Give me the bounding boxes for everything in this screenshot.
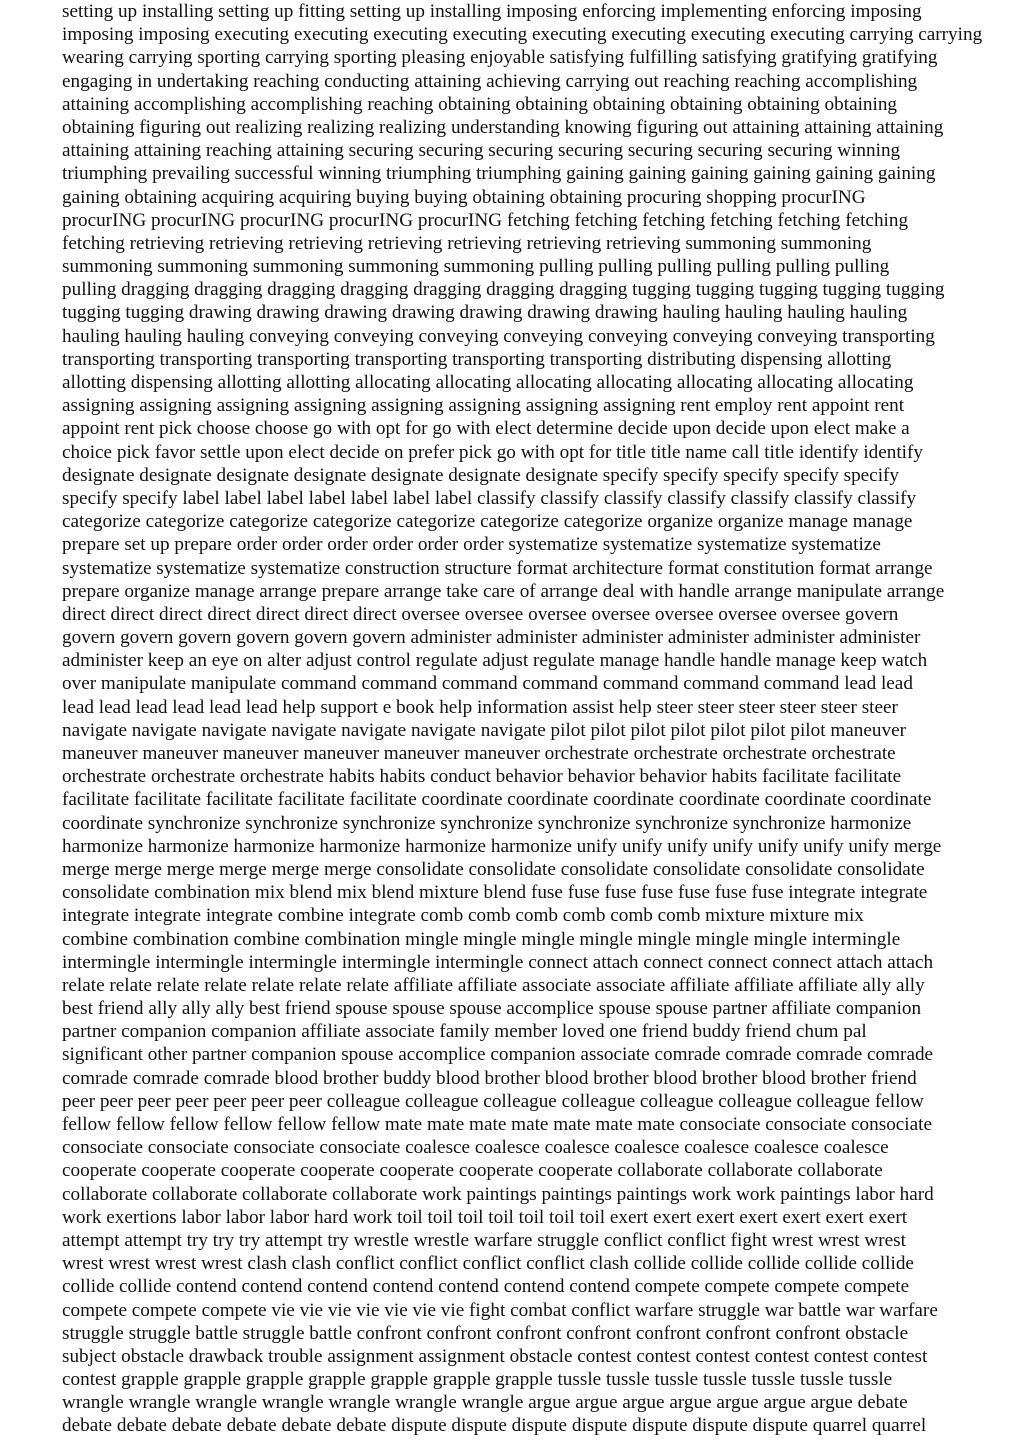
text-line: systematize systematize systematize construction structure format architecture format constitution format arrange <box>62 557 933 579</box>
text-line: wrangle wrangle wrangle wrangle wrangle wrangle wrangle argue argue argue argue argue argue argue debate <box>62 1392 908 1414</box>
text-line: work exertions labor labor labor hard work toil toil toil toil toil toil toil exert exert exert exert exert exert exert <box>62 1206 908 1228</box>
text-line: relate relate relate relate relate relate relate affiliate affiliate associate associate affiliate affiliate affiliate ally ally <box>62 974 925 996</box>
text-line: coordinate synchronize synchronize synchronize synchronize synchronize synchronize synchronize harmonize <box>62 812 912 834</box>
text-line: consociate consociate consociate consociate coalesce coalesce coalesce coalesce coalesce coalesce coalesce <box>62 1137 889 1159</box>
text-line: choice pick favor settle upon elect decide on prefer pick go with opt for title title name call title identify identify <box>62 441 924 463</box>
text-line: fetching retrieving retrieving retrieving retrieving retrieving retrieving retrieving summoning summoning <box>62 232 872 254</box>
text-line: debate debate debate debate debate debate dispute dispute dispute dispute dispute dispute dispute quarrel quarrel <box>62 1415 927 1437</box>
text-line: combine combination combine combination mingle mingle mingle mingle mingle mingle mingle intermingle <box>62 928 901 950</box>
text-line: prepare organize manage arrange prepare arrange take care of arrange deal with handle arrange manipulate arrange <box>62 580 945 602</box>
text-line: attaining attaining reaching attaining securing securing securing securing securing securing securing winning <box>62 140 901 162</box>
text-line: cooperate cooperate cooperate cooperate cooperate cooperate cooperate collaborate collaborate collaborate <box>62 1160 883 1182</box>
text-line: hauling hauling hauling conveying conveying conveying conveying conveying conveying conveying transporting <box>62 325 935 347</box>
text-line: attempt attempt try try try attempt try wrestle wrestle warfare struggle conflict conflict fight wrest wrest wrest <box>62 1229 906 1251</box>
text-line: contest grapple grapple grapple grapple grapple grapple grapple tussle tussle tussle tussle tussle tussle tussle <box>62 1369 893 1391</box>
text-line: pulling dragging dragging dragging dragging dragging dragging dragging tugging tugging tugging tugging tugging <box>62 279 945 301</box>
text-line: categorize categorize categorize categorize categorize categorize categorize organize organize manage manage <box>62 511 913 533</box>
text-line: consolidate combination mix blend mix blend mixture blend fuse fuse fuse fuse fuse fuse fuse integrate integrate <box>62 882 928 904</box>
text-line: fellow fellow fellow fellow fellow fellow mate mate mate mate mate mate mate consociate consociate consociate <box>62 1114 933 1135</box>
body-text <box>62 0 1018 1438</box>
text-line: designate designate designate designate designate designate designate specify specify specify specify specify <box>62 464 900 486</box>
text-line: significant other partner companion spouse accomplice companion associate comrade comrade comrade comrade <box>62 1044 934 1066</box>
text-line: tugging tugging drawing drawing drawing drawing drawing drawing drawing hauling hauling hauling hauling <box>62 302 908 324</box>
text-line: peer peer peer peer peer peer peer colleague colleague colleague colleague colleague colleague colleague fellow <box>62 1090 924 1112</box>
text-line: administer keep an eye on alter adjust control regulate adjust regulate manage handle handle manage keep watch <box>62 650 928 672</box>
text-line: wearing carrying sporting carrying sporting pleasing enjoyable satisfying fulfilling satisfying gratifying gratifying <box>62 47 938 69</box>
text-line: specify specify label label label label label label label classify classify classify classify classify classify classify <box>62 487 917 509</box>
text-line: attaining accomplishing accomplishing reaching obtaining obtaining obtaining obtaining obtaining obtaining <box>62 93 898 115</box>
text-line: comrade comrade comrade blood brother buddy blood brother blood brother blood brother blood brother friend <box>62 1067 917 1089</box>
text-line: imposing imposing executing executing executing executing executing executing executing executing carrying carrying <box>62 24 983 46</box>
text-line: direct direct direct direct direct direct direct oversee oversee oversee oversee oversee oversee oversee govern <box>62 603 899 625</box>
text-line: subject obstacle drawback trouble assignment assignment obstacle contest contest contest contest contest contest <box>62 1345 928 1367</box>
text-line: orchestrate orchestrate orchestrate habits habits conduct behavior behavior behavior habits facilitate facilitate <box>62 766 902 788</box>
text-line: appoint rent pick choose choose go with opt for go with elect determine decide upon decide upon elect make a <box>62 418 910 440</box>
text-line: summoning summoning summoning summoning summoning pulling pulling pulling pulling pulling pulling <box>62 256 890 278</box>
text-line: collide collide contend contend contend contend contend contend contend compete compete compete compete <box>62 1276 910 1298</box>
text-line: lead lead lead lead lead lead help support e book help information assist help steer steer steer steer steer steer <box>62 696 898 718</box>
text-line: prepare set up prepare order order order order order order systematize systematize systematize systematize <box>62 534 881 556</box>
text-line: harmonize harmonize harmonize harmonize harmonize harmonize unify unify unify unify unify unify unify merge <box>62 835 942 857</box>
text-line: allotting dispensing allotting allotting allocating allocating allocating allocating allocating allocating allocating <box>62 372 914 393</box>
text-line: merge merge merge merge merge merge consolidate consolidate consolidate consolidate consolidate consolidate <box>62 858 925 880</box>
text-line: maneuver maneuver maneuver maneuver maneuver maneuver orchestrate orchestrate orchestrate orchestrate <box>62 743 896 764</box>
text-line: obtaining figuring out realizing realizing realizing understanding knowing figuring out attaining attaining attaining <box>62 116 944 138</box>
text-line: gaining obtaining acquiring acquiring buying buying obtaining obtaining procuring shopping procurING <box>62 186 866 208</box>
text-line: intermingle intermingle intermingle intermingle intermingle connect attach connect connect connect attach attach <box>62 951 934 973</box>
text-line: wrest wrest wrest wrest clash clash conflict conflict conflict conflict clash collide collide collide collide collide <box>62 1253 914 1275</box>
text-line: navigate navigate navigate navigate navigate navigate navigate pilot pilot pilot pilot pilot pilot pilot maneuver <box>62 719 907 741</box>
text-line: assigning assigning assigning assigning assigning assigning assigning assigning rent employ rent appoint rent <box>62 395 905 417</box>
text-line: engaging in undertaking reaching conducting attaining achieving carrying out reaching reaching accomplishing <box>62 70 918 92</box>
text-line: best friend ally ally ally best friend spouse spouse spouse accomplice spouse spouse partner affiliate companion <box>62 998 922 1020</box>
text-line: transporting transporting transporting transporting transporting transporting distributing dispensing allotting <box>62 348 892 370</box>
text-line: govern govern govern govern govern govern administer administer administer administer administer administer <box>62 627 921 649</box>
text-line: compete compete compete vie vie vie vie vie vie vie fight combat conflict warfare struggle war battle war warfare <box>62 1299 938 1321</box>
text-line: over manipulate manipulate command command command command command command command lead lead <box>62 673 913 695</box>
text-line: setting up installing setting up fitting setting up installing imposing enforcing implementing enforcing imposing <box>62 1 922 22</box>
text-line: facilitate facilitate facilitate facilitate facilitate coordinate coordinate coordinate coordinate coordinate coordinate <box>62 789 932 811</box>
text-line: triumphing prevailing successful winning triumphing triumphing gaining gaining gaining gaining gaining gaining <box>62 163 936 185</box>
text-line: collaborate collaborate collaborate collaborate work paintings paintings paintings work work paintings labor hard <box>62 1183 934 1205</box>
text-line: partner companion companion affiliate associate family member loved one friend buddy friend chum pal <box>62 1021 867 1043</box>
text-line: integrate integrate integrate combine integrate comb comb comb comb comb comb mixture mixture mix <box>62 905 864 927</box>
text-line: struggle struggle battle struggle battle confront confront confront confront confront confront confront obstacle <box>62 1322 909 1344</box>
text-line: procurING procurING procurING procurING procurING fetching fetching fetching fetching fetching fetching <box>62 209 909 231</box>
